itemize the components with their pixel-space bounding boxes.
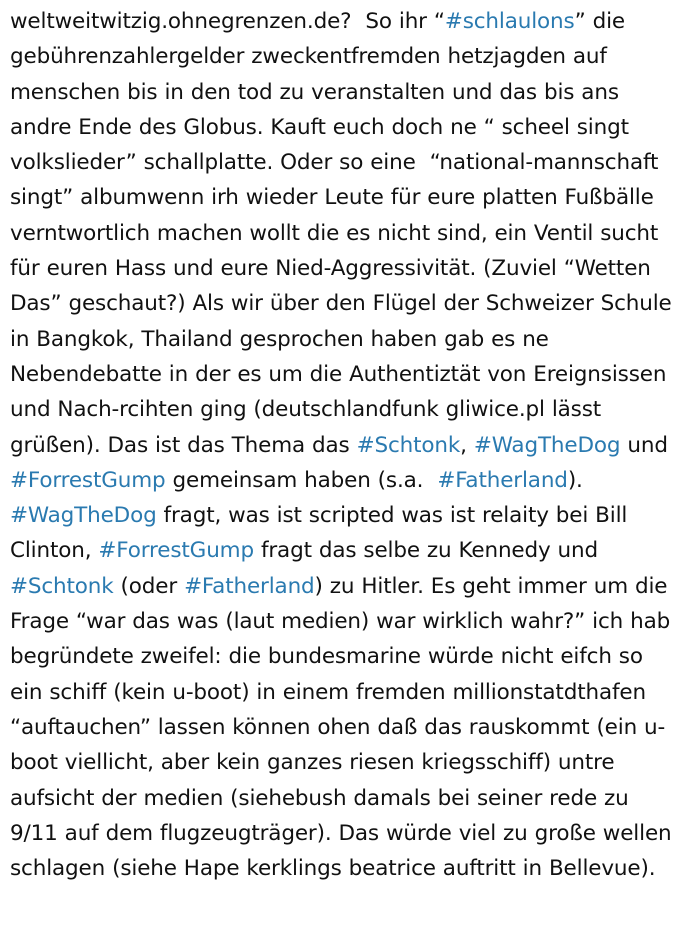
hashtag-link[interactable]: #ForrestGump xyxy=(98,538,254,564)
text-run: ” die gebührenzahlergelder zweckentfremden hetzjagden auf menschen bis in den tod zu veranstalten und das bis ans andre Ende des Globus. Kauft euch doch ne “ scheel singt volkslieder” schallplatte. Oder so eine “national-mannschaft singt” albumwenn irh wieder Leute für eure platten Fußbälle verntwortlich machen wollt die es nicht sind, ein Ventil sucht für euren Hass und eure Nied-Aggressivität. (Zuviel “Wetten Das” geschaut?) Als wir über den Flügel der Schweizer Schule in Bangkok, Thailand gesprochen haben gab es ne Nebendebatte in der es um die Authentiztät von Ereignsissen und Nach-rcihten ging (deutschlandfunk gliwice.pl lässt grüßen). Das ist das Thema das xyxy=(10,9,679,458)
text-run: ) zu Hitler. Es geht immer um die Frage “war das was (laut medien) war wirklich wahr?” ich hab begründete zweifel: die bundesmarine würde nicht eifch so ein schiff (kein u-boot) in einem fremden millionstatdthafen “auftauchen” lassen können ohen daß das rauskommt (ein u-boot viellicht, aber kein ganzes riesen kriegsschiff) untre aufsicht der medien (siehebush damals bei seiner rede zu 9/11 auf dem flugzeugträger). Das würde viel zu große wellen schlagen (siehe Hape kerklings beatrice auftritt in Bellevue). xyxy=(10,573,679,882)
text-run: gemeinsam haben (s.a. xyxy=(165,467,438,493)
text-run: , xyxy=(460,432,474,458)
text-run: ). xyxy=(567,467,590,493)
post-body-text xyxy=(10,4,679,886)
text-run: und xyxy=(620,432,675,458)
text-run: (oder xyxy=(113,573,185,599)
hashtag-link[interactable]: #Schtonk xyxy=(356,432,461,458)
hashtag-link[interactable]: #schlaulons xyxy=(444,9,575,34)
hashtag-link[interactable]: #WagTheDog xyxy=(10,503,157,529)
hashtag-link[interactable]: #Fatherland xyxy=(437,467,568,493)
text-run: weltweitwitzig.ohnegrenzen.de? So ihr “ xyxy=(10,9,445,34)
hashtag-link[interactable]: #Schtonk xyxy=(10,573,114,599)
hashtag-link[interactable]: #WagTheDog xyxy=(473,432,621,458)
text-run: fragt, was ist scripted was ist relaity bei Bill Clinton, xyxy=(10,503,635,564)
text-run: fragt das selbe zu Kennedy und xyxy=(253,538,605,564)
hashtag-link[interactable]: #Fatherland xyxy=(184,573,315,599)
hashtag-link[interactable]: #ForrestGump xyxy=(10,467,166,493)
